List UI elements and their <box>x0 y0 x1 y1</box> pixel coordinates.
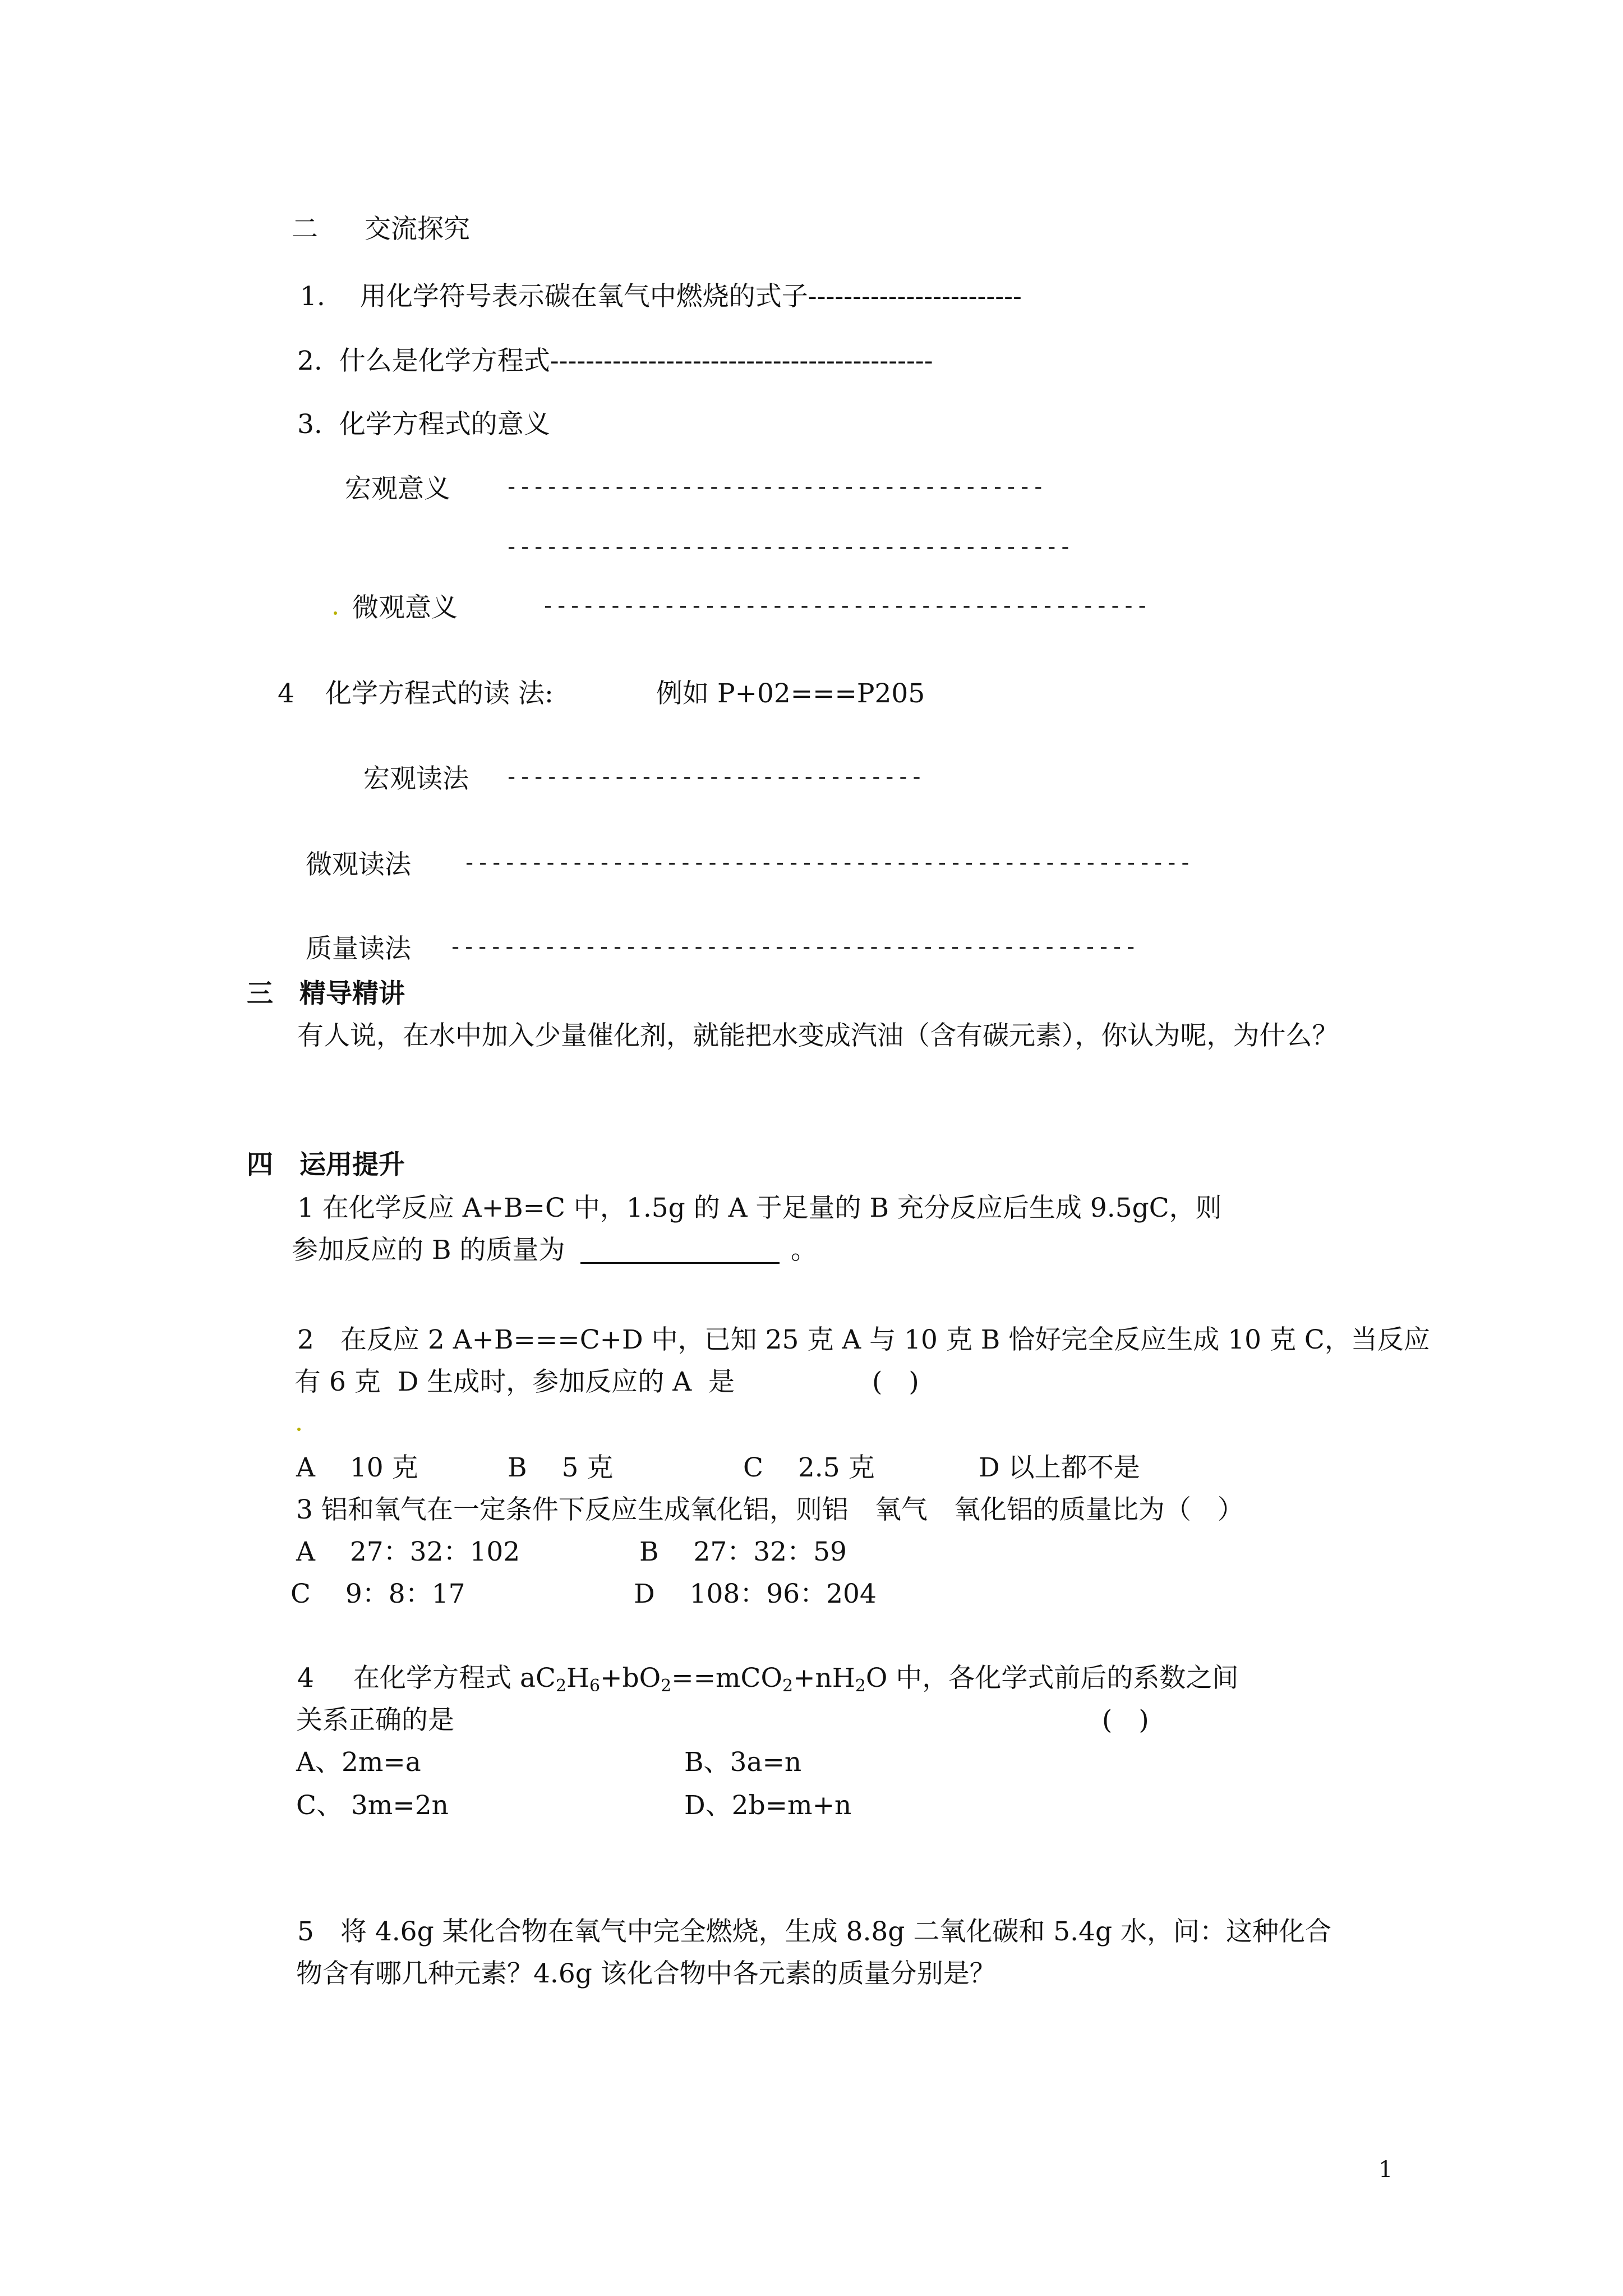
question-4-number: 4 <box>297 1663 314 1694</box>
question-4-answer-paren: ( ) <box>1102 1705 1149 1736</box>
question-3-option-a: A 27：32：102 <box>296 1536 520 1567</box>
micro-reading-label: 微观读法 <box>306 849 411 880</box>
item-3: 3. 化学方程式的意义 <box>297 409 550 440</box>
question-5-line-1: 5 将 4.6g 某化合物在氧气中完全燃烧，生成 8.8g 二氧化碳和 5.4g 水，问：这种化合 <box>297 1916 1332 1947</box>
question-4-line-1 <box>353 1663 1239 1696</box>
subscript: 2 <box>555 1676 567 1696</box>
section-2-heading: 交流探究 <box>365 214 470 245</box>
question-1-period: 。 <box>791 1235 817 1266</box>
subscript: 6 <box>589 1676 601 1696</box>
question-4-text-d: ==mCO <box>671 1663 783 1694</box>
question-4-option-c: C、 3m=2n <box>296 1790 449 1821</box>
macro-meaning-label: 宏观意义 <box>345 473 450 504</box>
question-1-answer-blank <box>580 1262 780 1264</box>
macro-meaning-blank-1: ---------------------------------------- <box>505 474 1045 500</box>
item-1: 1. 用化学符号表示碳在氧气中燃烧的式子------------------------ <box>300 281 1022 312</box>
question-4-text-c: +bO <box>600 1663 661 1694</box>
question-4-line-2: 关系正确的是 <box>296 1705 454 1736</box>
question-5-line-2: 物含有哪几种元素？4.6g 该化合物中各元素的质量分别是？ <box>296 1958 996 1989</box>
question-2-line-1: 2 在反应 2 A+B===C+D 中，已知 25 克 A 与 10 克 B 恰好完全反应生成 10 克 C，当反应 <box>297 1324 1430 1355</box>
item-4-example: 例如 P+02===P205 <box>656 678 925 709</box>
scan-speck <box>297 1428 301 1431</box>
micro-reading-blank: ------------------------------------------------------ <box>463 850 1192 876</box>
page-number: 1 <box>1378 2157 1393 2183</box>
micro-meaning-label: 微观意义 <box>352 592 458 623</box>
section-3-question: 有人说，在水中加入少量催化剂，就能把水变成汽油（含有碳元素），你认为呢，为什么？ <box>297 1020 1339 1051</box>
question-2-option-c: C 2.5 克 <box>743 1452 875 1483</box>
question-2-line-2: 有 6 克 D 生成时，参加反应的 A 是 <box>294 1366 735 1397</box>
subscript: 2 <box>661 1676 672 1696</box>
question-3-line-1: 3 铝和氧气在一定条件下反应生成氧化铝，则铝 氧气 氧化铝的质量比为（ ） <box>296 1494 1244 1525</box>
question-1-line-1: 1 在化学反应 A+B=C 中，1.5g 的 A 于足量的 B 充分反应后生成 9.5gC，则 <box>297 1193 1222 1223</box>
question-3-option-b: B 27：32：59 <box>639 1536 847 1567</box>
question-2-option-d: D 以上都不是 <box>979 1452 1140 1483</box>
subscript: 2 <box>782 1676 794 1696</box>
mass-reading-blank: --------------------------------------------------- <box>449 934 1138 960</box>
question-4-text-b: H <box>566 1663 590 1694</box>
question-3-option-c: C 9：8：17 <box>291 1579 465 1609</box>
question-1-line-2: 参加反应的 B 的质量为 <box>292 1235 565 1266</box>
item-4-text: 化学方程式的读 法: <box>325 678 554 709</box>
question-4-text-a: 在化学方程式 aC <box>353 1663 556 1694</box>
question-4-text-e: +nH <box>793 1663 855 1694</box>
scan-speck <box>334 611 337 615</box>
question-2-option-a: A 10 克 <box>296 1452 418 1483</box>
macro-reading-label: 宏观读法 <box>363 763 469 794</box>
subscript: 2 <box>855 1676 866 1696</box>
question-3-option-d: D 108：96：204 <box>634 1579 877 1609</box>
section-2-number: 二 <box>292 214 318 245</box>
section-3-heading: 三 精导精讲 <box>247 978 405 1009</box>
question-4-option-b: B、3a=n <box>684 1747 802 1778</box>
question-2-option-b: B 5 克 <box>508 1452 614 1483</box>
item-4-number: 4 <box>278 678 294 709</box>
question-4-text-f: O 中，各化学式前后的系数之间 <box>865 1663 1239 1694</box>
micro-meaning-blank: --------------------------------------------- <box>541 593 1149 619</box>
question-4-option-d: D、2b=m+n <box>684 1790 852 1821</box>
item-2: 2. 什么是化学方程式------------------------------------------- <box>297 346 933 376</box>
section-4-heading: 四 运用提升 <box>247 1149 405 1180</box>
question-4-option-a: A、2m=a <box>296 1747 421 1778</box>
macro-reading-blank: ------------------------------- <box>505 764 924 790</box>
question-2-answer-paren: ( ) <box>872 1366 919 1397</box>
mass-reading-label: 质量读法 <box>306 933 411 964</box>
macro-meaning-blank-2: ------------------------------------------ <box>505 534 1072 560</box>
